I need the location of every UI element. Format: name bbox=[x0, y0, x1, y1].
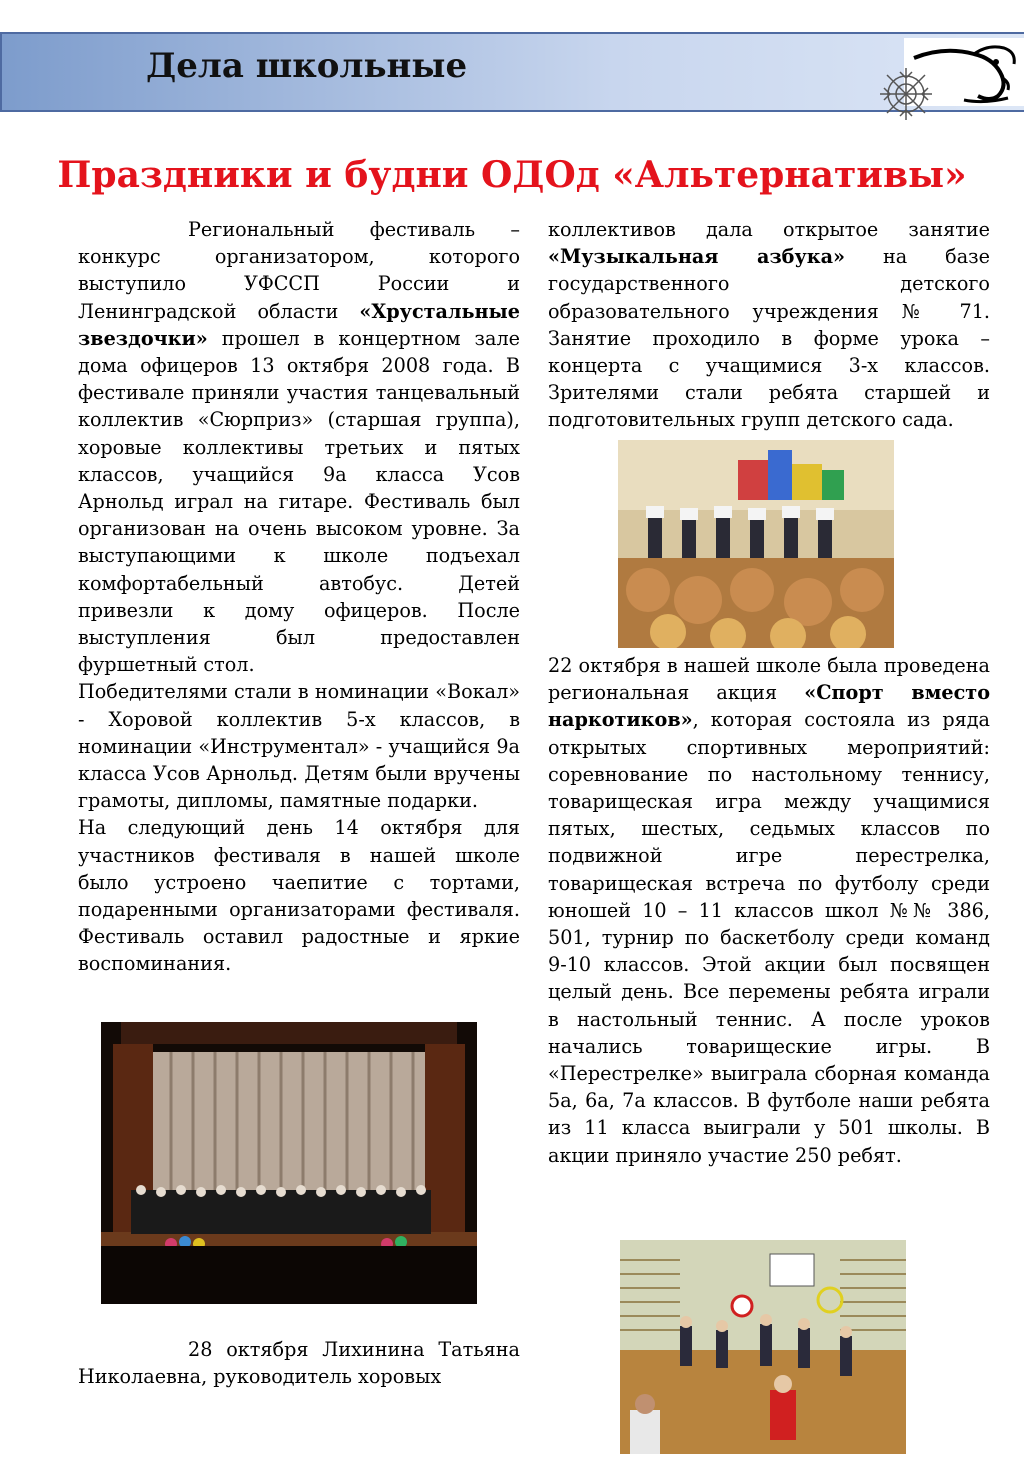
paragraph-tea-party: На следующий день 14 октября для участников фестиваля в нашей школе было устроено чаепитие с тортами, подаренными организаторами фестиваля. Фестиваль оставил радостные и яркие воспоминания. bbox=[78, 816, 520, 976]
kindergarten-lesson-photo bbox=[618, 440, 894, 648]
paragraph-sport-action: 22 октября в нашей школе была проведена региональная акция «Спорт вместо наркотиков», которая состояла из ряда открытых спортивных мероприятий: соревнование по настольному теннису, товарищеская игра между учащимися пятых, шестых, седьмых классов по подвижной игре перестрелка, товарищеская встреча по футболу среди юношей 10 – 11 классов школ №№ 386, 501, турнир по баскетболу среди команд 9-10 классов. Этой акции был посвящен целый день. Все перемены ребята играли в настольный теннис. А после уроков начались товарищеские игры. В «Перестрелке» выиграла сборная команда 5а, 6а, 7а классов. В футболе наши ребята из 11 класса выиграли у 501 школы. В акции приняло участие 250 ребят. bbox=[548, 654, 990, 1167]
section-header bbox=[0, 32, 1024, 112]
right-column-text-top bbox=[548, 216, 990, 434]
article-title: Праздники и будни ОДОд «Альтернативы» bbox=[57, 154, 967, 196]
concert-hall-photo bbox=[101, 1022, 477, 1304]
snowflake-icon bbox=[878, 66, 934, 122]
paragraph-winners: Победителями стали в номинации «Вокал» - Хоровой коллектив 5-х классов, в номинации «Инструментал» - учащийся 9а класса Усов Арнольд. Детям были вручены грамоты, дипломы, памятные подарки. bbox=[78, 680, 520, 813]
section-title: Дела школьные bbox=[146, 46, 468, 86]
paragraph-music-lesson-start: 28 октября Лихинина Татьяна Николаевна, руководитель хоровых bbox=[78, 1338, 520, 1389]
left-column-bottom-text bbox=[78, 1336, 520, 1390]
paragraph-festival: Региональный фестиваль – конкурс организатором, которого выступило УФССП России и Ленинградской области «Хрустальные звездочки» прошел в концертном зале дома офицеров 13 октября 2008 года. В фестивале приняли участия танцевальный коллектив «Сюрприз» (старшая группа), хоровые коллективы третьих и пятых классов, учащийся 9а класса Усов Арнольд играл на гитаре. Фестиваль был организован на очень высоком уровне. За выступающими к школе подъехал комфортабельный автобус. Детей привезли к дому офицеров. После выступления был предоставлен фуршетный стол. bbox=[78, 218, 520, 677]
right-column-text-bottom bbox=[548, 652, 990, 1169]
paragraph-music-lesson: коллективов дала открытое занятие «Музыкальная азбука» на базе государственного детского образовательного учреждения № 71. Занятие проходило в форме урока – концерта с учащимися 3-х классов. Зрителями стали ребята старшей и подготовительных групп детского сада. bbox=[548, 218, 990, 432]
gym-game-photo bbox=[620, 1240, 906, 1454]
left-column-text bbox=[78, 216, 520, 978]
